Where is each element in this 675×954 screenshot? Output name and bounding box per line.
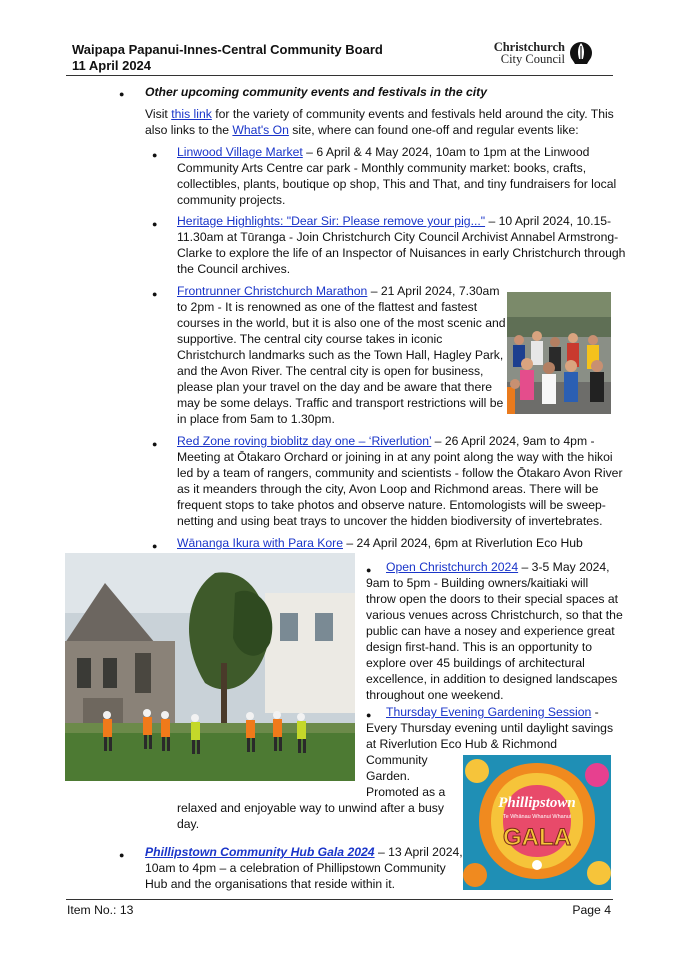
- gala-poster: [463, 755, 611, 890]
- event-redzone: Red Zone roving bioblitz day one – ‘Riverlution’ – 26 April 2024, 9am to 4pm - Meeting at Ōtakaro Orchard or joining in at any point along the way with the hikoi led by a team of rangers, community and scientists - follow the Ōtakaro Avon River as it meanders through the city, Avon Loop and Richmond areas. There will be frequent stops to take photos and observe nature. Entomologists will be sweep- netting and using beat trays to uncover the hidden biodiversity of invertebrates.: [177, 434, 623, 528]
- gardening-link[interactable]: Thursday Evening Gardening Session: [386, 705, 592, 719]
- header-title: [72, 42, 383, 74]
- fern-emblem-icon: [569, 41, 593, 67]
- event-open-christchurch: Open Christchurch 2024 – 3-5 May 2024, 9am to 5pm - Building owners/kaitiaki will throw open the doors to their special spaces at various venues across Christchurch, so that the public can have a nosey and experience great design first-hand. This is an opportunity to explore over 45 buildings of architectural excellence, in addition to designed landscapes throughout one weekend.: [366, 560, 623, 702]
- logo-line1: Christchurch: [493, 40, 565, 54]
- wananga-link[interactable]: Wānanga Ikura with Para Kore: [177, 536, 343, 550]
- event-marathon: Frontrunner Christchurch Marathon – 21 April 2024, 7.30am to 2pm - It is renowned as one of the flattest and fastest courses in the world, but it is also one of the most scenic and supportive. The central city course takes in iconic Christchurch landmarks such as the Town Hall, Hagley Park, and the Avon River. The central city is open for business, please plan your travel on the day and be aware that there may be some delays. Traffic and transport restrictions will be in place from 5am to 1.30pm.: [177, 284, 506, 426]
- section-heading: Other upcoming community events and festivals in the city: [145, 85, 487, 99]
- walking-group-photo: [65, 553, 355, 781]
- header-date: 11 April 2024: [72, 58, 152, 73]
- footer-page-number: Page 4: [572, 903, 611, 917]
- event-gala: Phillipstown Community Hub Gala 2024 – 13 April 2024, 10am to 4pm – a celebration of Phillipstown Community Hub and the organisations that reside within it.: [145, 845, 463, 891]
- logo-line2: City Council: [500, 52, 565, 66]
- poster-subtitle: Te Whānau Whanui Whanui: [502, 814, 572, 820]
- bullet: ●: [366, 710, 372, 720]
- this-link[interactable]: this link: [171, 107, 212, 121]
- event-gardening: Thursday Evening Gardening Session - Every Thursday evening until daylight savings at Riverlution Eco Hub & Richmond Community Garden. Promoted as a: [366, 705, 614, 799]
- bullet: ●: [366, 565, 372, 575]
- footer-item-number: Item No.: 13: [67, 903, 134, 917]
- marathon-photo: [507, 292, 611, 414]
- bullet: ●: [152, 289, 158, 299]
- council-logo: [489, 41, 599, 69]
- event-gardening-continued: relaxed and enjoyable way to unwind after a busy day.: [177, 801, 444, 831]
- heritage-link[interactable]: Heritage Highlights: "Dear Sir: Please remove your pig...": [177, 214, 486, 228]
- bullet: ●: [152, 219, 158, 229]
- poster-gala-word: GALA: [503, 824, 571, 851]
- header-board-name: Waipapa Papanui-Innes-Central Community Board: [72, 42, 383, 57]
- footer-rule: [66, 899, 613, 900]
- bullet: ●: [152, 541, 158, 551]
- poster-title: Phillipstown: [498, 795, 576, 811]
- event-linwood: Linwood Village Market – 6 April & 4 May 2024, 10am to 1pm at the Linwood Community Arts Centre car park - Monthly community market: books, crafts, collectibles, plants, boutique op shop, This and That, and tiny fundraisers for local community projects.: [177, 145, 617, 207]
- marathon-link[interactable]: Frontrunner Christchurch Marathon: [177, 284, 368, 298]
- gala-link[interactable]: Phillipstown Community Hub Gala 2024: [145, 845, 375, 859]
- redzone-link[interactable]: Red Zone roving bioblitz day one – ‘Riverlution’: [177, 434, 432, 448]
- whats-on-link[interactable]: What's On: [232, 123, 289, 137]
- event-heritage: Heritage Highlights: "Dear Sir: Please remove your pig..." – 10 April 2024, 10.15- 11.30am at Tūranga - Join Christchurch City Council Archivist Annabel Armstrong- Clarke to explore the life of an Inspector of Nuisances in early Christchurch through the Council archives.: [177, 214, 626, 276]
- intro-paragraph: Visit this link for the variety of community events and festivals held around the city. This also links to the What's On site, where can found one-off and regular events like:: [145, 107, 614, 137]
- bullet: ●: [119, 850, 125, 860]
- bullet: ●: [152, 439, 158, 449]
- open-christchurch-link[interactable]: Open Christchurch 2024: [386, 560, 519, 574]
- event-wananga: Wānanga Ikura with Para Kore – 24 April 2024, 6pm at Riverlution Eco Hub: [177, 536, 583, 550]
- bullet: ●: [119, 89, 125, 99]
- header-rule: [66, 75, 613, 76]
- bullet: ●: [152, 150, 158, 160]
- linwood-link[interactable]: Linwood Village Market: [177, 145, 303, 159]
